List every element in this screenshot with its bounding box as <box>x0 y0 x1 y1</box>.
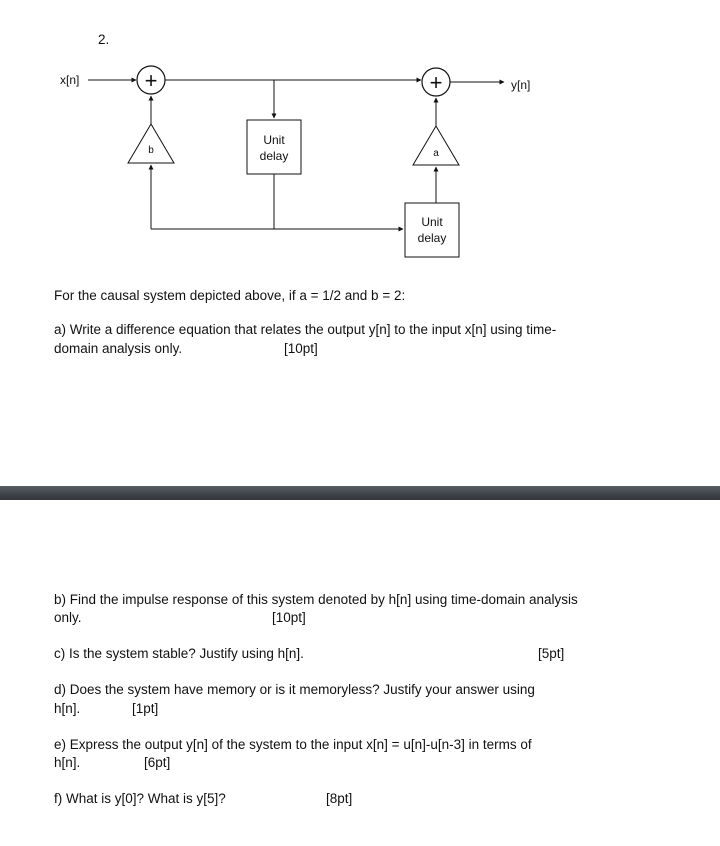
unit-delay-2-line2: delay <box>417 231 447 245</box>
adder-2 <box>422 68 450 96</box>
part-a-points: [10pt] <box>284 341 318 356</box>
part-c-points: [5pt] <box>538 646 565 661</box>
problem-intro: For the causal system depicted above, if a = 1/2 and b = 2: <box>54 288 406 303</box>
unit-delay-2 <box>405 203 459 257</box>
unit-delay-1-line1: Unit <box>263 133 285 147</box>
part-d-line-1: d) Does the system have memory or is it memoryless? Justify your answer using <box>54 682 535 697</box>
output-label: y[n] <box>511 78 531 92</box>
part-c-line-1: c) Is the system stable? Justify using h[n]. <box>54 646 304 661</box>
unit-delay-2-line1: Unit <box>421 215 443 229</box>
part-a-line-1: a) Write a difference equation that relates the output y[n] to the input x[n] using time- <box>54 322 557 337</box>
part-e-points: [6pt] <box>144 755 171 770</box>
adder-2-symbol: + <box>429 70 443 95</box>
gain-a-label: a <box>433 148 439 159</box>
part-f-line-1: f) What is y[0]? What is y[5]? <box>54 791 226 806</box>
part-b-line-1: b) Find the impulse response of this system denoted by h[n] using time-domain analysis <box>54 592 578 607</box>
part-d-points: [1pt] <box>132 701 159 716</box>
gain-a <box>413 126 459 165</box>
unit-delay-1 <box>247 120 301 174</box>
block-diagram <box>0 0 720 280</box>
part-f-points: [8pt] <box>326 791 353 806</box>
part-d-line-2: h[n]. <box>54 701 81 716</box>
adder-1-symbol: + <box>144 68 158 93</box>
part-e-line-1: e) Express the output y[n] of the system to the input x[n] = u[n]-u[n-3] in terms of <box>54 737 532 752</box>
input-label: x[n] <box>60 73 80 87</box>
gain-b-label: b <box>148 145 154 156</box>
problem-number: 2. <box>98 32 110 47</box>
unit-delay-1-line2: delay <box>259 149 289 163</box>
gain-b <box>128 124 174 163</box>
part-b-line-2: only. <box>54 610 82 625</box>
part-a-line-2: domain analysis only. <box>54 341 183 356</box>
part-b-points: [10pt] <box>272 610 306 625</box>
page-divider <box>0 486 720 500</box>
adder-1 <box>137 66 165 94</box>
part-e-line-2: h[n]. <box>54 755 81 770</box>
